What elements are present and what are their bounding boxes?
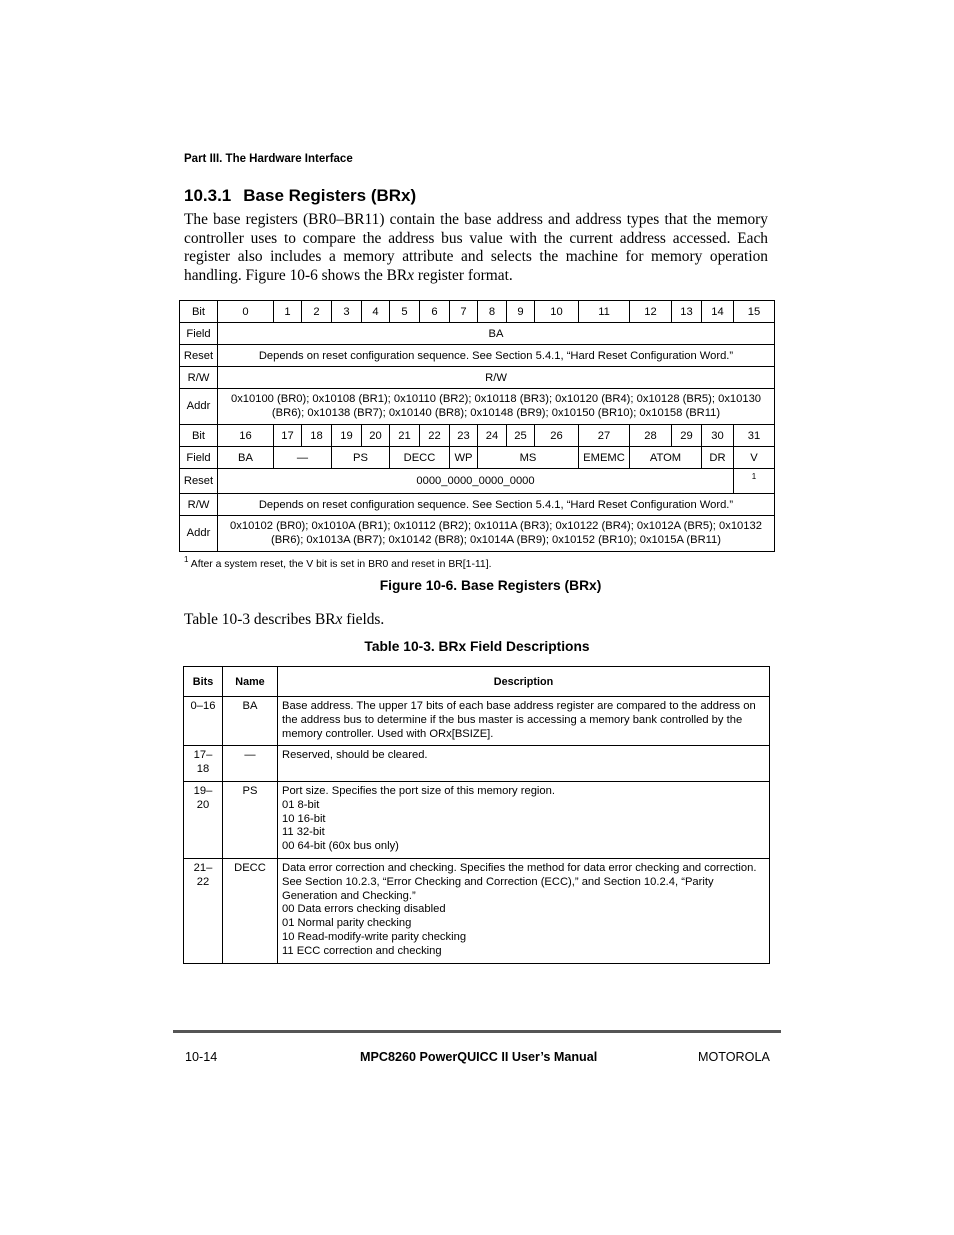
description-line: Port size. Specifies the port size of this memory region. xyxy=(282,784,555,797)
bit-number: 23 xyxy=(450,425,478,447)
intro-paragraph xyxy=(184,211,768,285)
bit-number: 8 xyxy=(478,301,507,323)
bit-number: 29 xyxy=(672,425,702,447)
rw-value: R/W xyxy=(218,367,775,389)
row-label-rw: R/W xyxy=(180,367,218,389)
section-heading xyxy=(184,186,416,206)
row-label-field: Field xyxy=(180,447,218,469)
page-number: 10-14 xyxy=(185,1050,218,1064)
reset-value: Depends on reset configuration sequence. See Section 5.4.1, “Hard Reset Configuration Word.” xyxy=(218,345,775,367)
description-line: 10 16-bit xyxy=(282,812,326,825)
field-ba: BA xyxy=(218,447,274,469)
bit-number: 21 xyxy=(390,425,420,447)
addr-value: 0x10100 (BR0); 0x10108 (BR1); 0x10110 (BR2); 0x10118 (BR3); 0x10120 (BR4); 0x10128 (BR5); 0x10130 (BR6); 0x10138 (BR7); 0x10140 (BR8); 0x10148 (BR9); 0x10150 (BR10); 0x10158 (BR11) xyxy=(218,389,775,425)
footnote xyxy=(184,555,491,570)
bit-number: 7 xyxy=(450,301,478,323)
bit-number: 18 xyxy=(302,425,332,447)
bit-number: 16 xyxy=(218,425,274,447)
field-ms: MS xyxy=(478,447,579,469)
table-row xyxy=(184,746,770,782)
cell-name: DECC xyxy=(223,858,278,963)
bit-number: 0 xyxy=(218,301,274,323)
description-line: Base address. The upper 17 bits of each base address register are compared to the address on the address bus to determine if the bus master is accessing a memory bank controlled by the memory controller. Used with ORx[BSIZE]. xyxy=(282,700,756,740)
field-ememc: EMEMC xyxy=(579,447,630,469)
bit-number: 17 xyxy=(274,425,302,447)
bit-number: 5 xyxy=(390,301,420,323)
section-title: Base Registers (BRx) xyxy=(243,186,417,205)
upper-rw-row xyxy=(180,367,775,389)
cell-bits: 0–16 xyxy=(184,697,223,746)
field-v: V xyxy=(734,447,775,469)
upper-field-row xyxy=(180,323,775,345)
rw-value: Depends on reset configuration sequence. See Section 5.4.1, “Hard Reset Configuration Word.” xyxy=(218,494,775,516)
lower-reset-row xyxy=(180,469,775,494)
figure-caption: Figure 10-6. Base Registers (BRx) xyxy=(379,578,602,593)
row-label-bit: Bit xyxy=(180,425,218,447)
section-number: 10.3.1 xyxy=(184,186,232,205)
header-description: Description xyxy=(278,667,770,697)
cell-bits: 17–18 xyxy=(184,746,223,782)
bit-number: 6 xyxy=(420,301,450,323)
cell-description xyxy=(278,697,770,746)
footnote-mark: 1 xyxy=(184,555,189,564)
description-line: 11 ECC correction and checking xyxy=(282,944,442,957)
lower-rw-row xyxy=(180,494,775,516)
bit-number: 22 xyxy=(420,425,450,447)
field-dr: DR xyxy=(702,447,734,469)
bit-number: 11 xyxy=(579,301,630,323)
running-head: Part III. The Hardware Interface xyxy=(184,153,353,165)
intro-text-end: register format. xyxy=(414,266,513,284)
field-description-table xyxy=(183,666,770,964)
table-intro xyxy=(184,611,384,629)
table-caption: Table 10-3. BRx Field Descriptions xyxy=(364,639,590,654)
description-line: 11 32-bit xyxy=(282,826,325,839)
cell-description xyxy=(278,746,770,782)
footnote-ref: 1 xyxy=(734,469,775,494)
addr-value: 0x10102 (BR0); 0x1010A (BR1); 0x10112 (BR2); 0x1011A (BR3); 0x10122 (BR4); 0x1012A (BR5); 0x10132 (BR6); 0x1013A (BR7); 0x10142 (BR8); 0x1014A (BR9); 0x10152 (BR10); 0x1015A (BR11) xyxy=(218,516,775,552)
cell-description xyxy=(278,858,770,963)
row-label-addr: Addr xyxy=(180,389,218,425)
bit-number: 24 xyxy=(478,425,507,447)
bit-number: 20 xyxy=(362,425,390,447)
row-label-field: Field xyxy=(180,323,218,345)
bit-number: 4 xyxy=(362,301,390,323)
cell-bits: 19–20 xyxy=(184,781,223,858)
lower-field-row xyxy=(180,447,775,469)
description-line: 10 Read-modify-write parity checking xyxy=(282,930,467,943)
table-row xyxy=(184,858,770,963)
row-label-addr: Addr xyxy=(180,516,218,552)
field-decc: DECC xyxy=(390,447,450,469)
bit-number: 1 xyxy=(274,301,302,323)
intro-text: The base registers (BR0–BR11) contain the base address and address types that the memory controller uses to compare the address bus value with the current address accessed. Each register also includes a memory attribute and selects the machine for memory operation handling. Figure 10-6 shows the BR xyxy=(184,211,768,284)
upper-addr-row xyxy=(180,389,775,425)
row-label-bit: Bit xyxy=(180,301,218,323)
description-line: 00 Data errors checking disabled xyxy=(282,903,446,916)
upper-reset-row xyxy=(180,345,775,367)
bit-number: 30 xyxy=(702,425,734,447)
bit-number: 25 xyxy=(507,425,535,447)
description-line: 01 Normal parity checking xyxy=(282,917,412,930)
bit-number: 13 xyxy=(672,301,702,323)
bit-number: 19 xyxy=(332,425,362,447)
footnote-text: After a system reset, the V bit is set in BR0 and reset in BR[1-11]. xyxy=(190,559,492,570)
header-row xyxy=(184,667,770,697)
field-ps: PS xyxy=(332,447,390,469)
bit-number: 10 xyxy=(535,301,579,323)
bit-number: 9 xyxy=(507,301,535,323)
intro-italic: x xyxy=(407,266,415,284)
field-wp: WP xyxy=(450,447,478,469)
bit-number: 31 xyxy=(734,425,775,447)
row-label-reset: Reset xyxy=(180,345,218,367)
bit-number: 12 xyxy=(630,301,672,323)
reset-value: 0000_0000_0000_0000 xyxy=(218,469,734,494)
field-atom: ATOM xyxy=(630,447,702,469)
bit-number: 3 xyxy=(332,301,362,323)
register-table xyxy=(179,300,775,552)
cell-name: BA xyxy=(223,697,278,746)
footer-rule xyxy=(173,1030,781,1033)
header-name: Name xyxy=(223,667,278,697)
bit-number: 2 xyxy=(302,301,332,323)
bit-number: 15 xyxy=(734,301,775,323)
description-line: Data error correction and checking. Specifies the method for data error checking and correction. See Section 10.2.3, “Error Checking and Correction (ECC),” and Section 10.2.4, “Parity Generation and Checking.” xyxy=(282,861,757,902)
cell-description xyxy=(278,781,770,858)
bit-number: 26 xyxy=(535,425,579,447)
table-row xyxy=(184,697,770,746)
row-label-reset: Reset xyxy=(180,469,218,494)
cell-name: PS xyxy=(223,781,278,858)
description-line: Reserved, should be cleared. xyxy=(282,749,428,762)
description-line: 00 64-bit (60x bus only) xyxy=(282,840,399,853)
table-row xyxy=(184,781,770,858)
bit-number: 28 xyxy=(630,425,672,447)
field-reserved: — xyxy=(274,447,332,469)
upper-bit-row xyxy=(180,301,775,323)
bit-number: 14 xyxy=(702,301,734,323)
field-ba: BA xyxy=(218,323,775,345)
row-label-rw: R/W xyxy=(180,494,218,516)
table-intro-text: Table 10-3 describes BR xyxy=(184,611,336,628)
header-bits: Bits xyxy=(184,667,223,697)
cell-name: — xyxy=(223,746,278,782)
manual-title: MPC8260 PowerQUICC II User’s Manual xyxy=(360,1050,598,1064)
table-intro-italic: x xyxy=(335,611,343,628)
bit-number: 27 xyxy=(579,425,630,447)
lower-bit-row xyxy=(180,425,775,447)
lower-addr-row xyxy=(180,516,775,552)
cell-bits: 21–22 xyxy=(184,858,223,963)
description-line: 01 8-bit xyxy=(282,798,320,811)
company-name: MOTOROLA xyxy=(698,1050,770,1064)
table-intro-text-end: fields. xyxy=(342,611,385,628)
